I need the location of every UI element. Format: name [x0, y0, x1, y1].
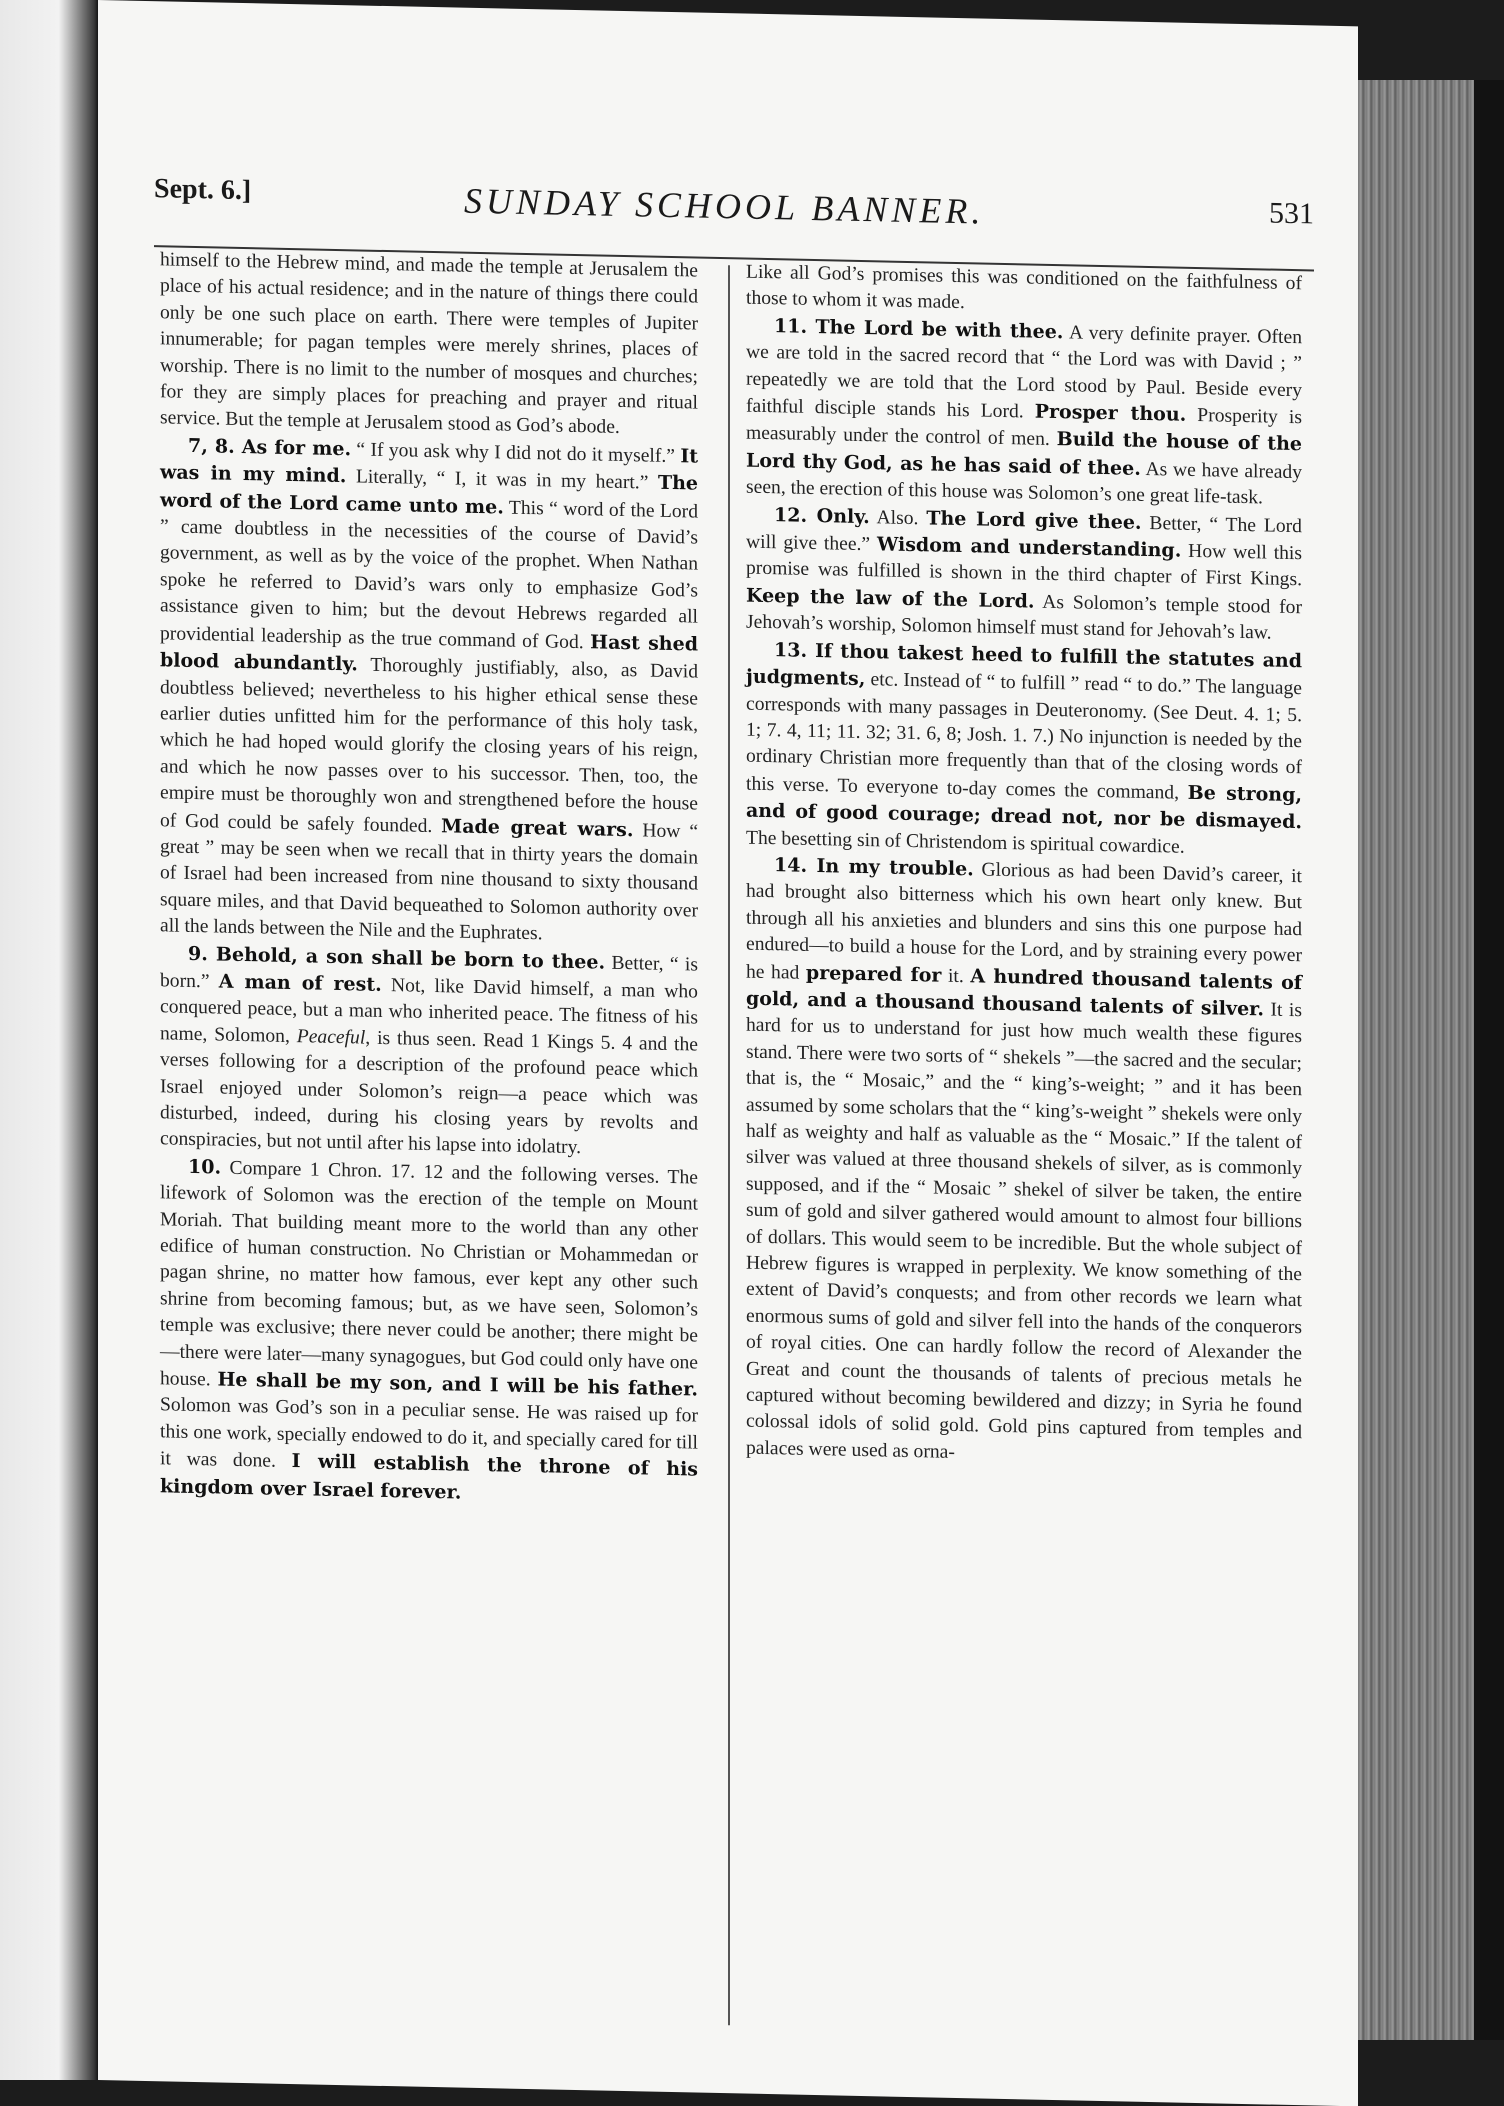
- paragraph: [160, 432, 698, 951]
- text-run: Better, “ The Lord will give thee.”: [746, 512, 1302, 556]
- bold-phrase: A hundred thousand talents of gold, and a thousand thousand talents of silver.: [746, 964, 1302, 1021]
- bold-phrase: A man of rest.: [218, 970, 382, 996]
- bold-phrase: He shall be my son, and I will be his father.: [217, 1368, 698, 1401]
- bold-phrase: Wisdom and understanding.: [876, 533, 1182, 562]
- text-run: A very definite prayer. Often we are told in the sacred record that “ the Lord was with David ; ” repeatedly we are told that the Lord stood by Paul. Beside every faithful disciple stands his Lord.: [746, 322, 1302, 423]
- bold-phrase: 14. In my trouble.: [774, 854, 974, 881]
- header-date: Sept. 6.]: [154, 173, 252, 207]
- text-run: Glorious as had been David’s career, it had brought also bitterness which his own heart only knew. But through all his anxieties and blunders and sins this one purpose had endured—to build a house for the Lord, and by straining every power he had: [746, 859, 1302, 984]
- bold-phrase: 10.: [188, 1155, 222, 1179]
- bold-phrase: Prosper thou.: [1034, 400, 1187, 426]
- text-run: It is hard for us to understand for just how much wealth these figures stand. There were two sorts of “ shekels ”—the sacred and the secular; that is, the “ Mosaic,” and the “ king’s-weight; ” and it has been assumed by some scholars that the “ king’s-weight ” shekels were only half as weighty and half as valuable as the “ Mosaic.” If the talent of silver was valued at three thousand shekels of silver, as is commonly supposed, and if the “ Mosaic ” shekel of silver be taken, the entire sum of gold and silver gathered would amount to almost four billions of dollars. This would seem to be incredible. But the whole subject of Hebrew figures is wrapped in perplexity. We know something of the extent of David’s conquests; and from other records we learn what enormous sums of gold and silver fell into the hands of the conquerors of royal cities. One can hardly follow the record of Alexander the Great and count the thousands of talents of precious metals he captured without becoming bewildered and dizzy; in Syria he found colossal idols of solid gold. Gold pins captured from temples and palaces were used as orna-: [746, 999, 1302, 1463]
- bold-phrase: It was in my mind.: [160, 445, 698, 488]
- header-title: SUNDAY SCHOOL BANNER.: [464, 180, 985, 232]
- paragraph: [160, 940, 698, 1165]
- bold-phrase: 11. The Lord be with thee.: [774, 314, 1064, 344]
- bold-phrase: 7, 8. As for me.: [188, 434, 352, 461]
- scan-margin-left: [0, 0, 98, 2080]
- text-run: Literally, “ I, it was in my heart.”: [346, 466, 658, 494]
- page-number: 531: [1269, 196, 1314, 231]
- text-run: Thoroughly justifiably, also, as David doubtless believed; nevertheless to his higher ethical sense these earlier duties unfitted him for the performance of this holy task, which he had hoped would glorify the closing years of his reign, and which he now passes over to his successor. Then, too, the empire must be thoroughly won and strengthened before the house of God could be safely founded.: [160, 654, 698, 837]
- paragraph: [746, 312, 1302, 512]
- text-run: Like all God’s promises this was conditioned on the faithfulness of those to whom it was made.: [746, 261, 1302, 314]
- text-run: , is thus seen. Read 1 Kings 5. 4 and the verses following for a description of the profound peace which Israel enjoyed under Solomon’s reign—a peace which was disturbed, indeed, during his closing years by revolts and conspiracies, but not until after his lapse into idolatry.: [160, 1027, 698, 1159]
- bold-phrase: prepared for: [805, 961, 942, 987]
- bold-phrase: 12. Only.: [774, 503, 870, 528]
- running-header: [154, 173, 1314, 253]
- text-run: Prosperity is measurably under the control of men.: [746, 404, 1302, 451]
- text-run: As Solomon’s temple stood for Jehovah’s worship, Solomon himself must stand for Jehovah’s law.: [746, 591, 1302, 644]
- text-run: How “ great ” may be seen when we recall that in thirty years the domain of Israel had been increased from nine thousand to sixty thousand square miles, and that David bequeathed to Solomon authority over all the lands between the Nile and the Euphrates.: [160, 819, 699, 945]
- book-page: [98, 0, 1358, 2106]
- italic-phrase: Peaceful: [296, 1025, 366, 1049]
- text-run: The besetting sin of Christendom is spiritual cowardice.: [746, 827, 1185, 858]
- bold-phrase: Made great wars.: [441, 814, 634, 841]
- bold-phrase: 13. If thou takest heed to fulfill the statutes and judgments,: [746, 638, 1302, 691]
- right-column: [746, 260, 1302, 1474]
- paragraph: [160, 1153, 698, 1512]
- bold-phrase: The Lord give thee.: [926, 507, 1142, 534]
- paragraph: [746, 501, 1302, 648]
- text-run: As we have already seen, the erection of this house was Solomon’s one great life-task.: [746, 458, 1302, 509]
- paragraph: [746, 852, 1302, 1474]
- bold-phrase: Build the house of the Lord thy God, as he has said of thee.: [746, 428, 1302, 480]
- text-run: Also.: [869, 506, 927, 530]
- text-run: Not, like David himself, a man who conquered peace, but a man who inherited peace. The fitness of his name, Solomon,: [160, 974, 698, 1047]
- text-run: it.: [941, 965, 971, 987]
- text-run: himself to the Hebrew mind, and made the temple at Jerusalem the place of his actual residence; and in the nature of things there could only be one such place on earth. There were temples of Jupiter innumerable; for pagan temples were merely shrines, places of worship. There is no limit to the number of mosques and churches; for they are simply places for preaching and prayer and ritual service. But the temple at Jerusalem stood as God’s abode.: [160, 249, 698, 439]
- text-run: etc. Instead of “ to fulfill ” read “ to do.” The language corresponds with many passages in Deuteronomy. (See Deut. 4. 1; 5. 1; 7. 4, 11; 11. 32; 31. 6, 8; Josh. 1. 7.) No injunction is needed by the ordinary Christian more frequently than that of the closing words of this verse. To everyone to-day comes the command,: [746, 669, 1302, 804]
- bold-phrase: Keep the law of the Lord.: [746, 584, 1035, 613]
- text-run: “ If you ask why I did not do it myself.”: [351, 439, 681, 468]
- bold-phrase: The word of the Lord came unto me.: [160, 471, 699, 519]
- left-column: [160, 247, 698, 1511]
- paragraph: [160, 247, 698, 443]
- book-page-edges: [1358, 80, 1504, 2040]
- text-run: Solomon was God’s son in a peculiar sense. He was raised up for this one work, specially endowed to do it, and specially cared for till it was done.: [160, 1394, 698, 1473]
- paragraph: [746, 636, 1302, 863]
- bold-phrase: Hast shed blood abundantly.: [160, 630, 698, 676]
- bold-phrase: Be strong, and of good courage; dread not, nor be dismayed.: [746, 781, 1303, 834]
- column-divider: [728, 265, 730, 2025]
- text-run: Better, “ is born.”: [160, 952, 699, 993]
- text-run: This “ word of the Lord ” came doubtless in the necessities of the course of David’s government, as well as by the voice of the prophet. When Nathan spoke he referred to David’s wars only to emphasize God’s assistance given to him; but the devout Hebrews regarded all providential leadership as the true command of God.: [160, 497, 699, 653]
- text-run: How well this promise was fulfilled is shown in the third chapter of First Kings.: [746, 540, 1302, 591]
- bold-phrase: 9. Behold, a son shall be born to thee.: [188, 942, 606, 974]
- text-run: Compare 1 Chron. 17. 12 and the following verses. The lifework of Solomon was the erection of the temple on Mount Moriah. That building meant more to the world than any other edifice of human construction. No Christian or Mohammedan or pagan shrine, no matter how famous, ever kept any other such shrine from becoming famous; but, as we have seen, Solomon’s temple was exclusive; there never could be another; there might be—there were later—many synagogues, but God could only have one house.: [160, 1157, 698, 1391]
- bold-phrase: I will establish the throne of his kingdom over Israel forever.: [160, 1450, 698, 1504]
